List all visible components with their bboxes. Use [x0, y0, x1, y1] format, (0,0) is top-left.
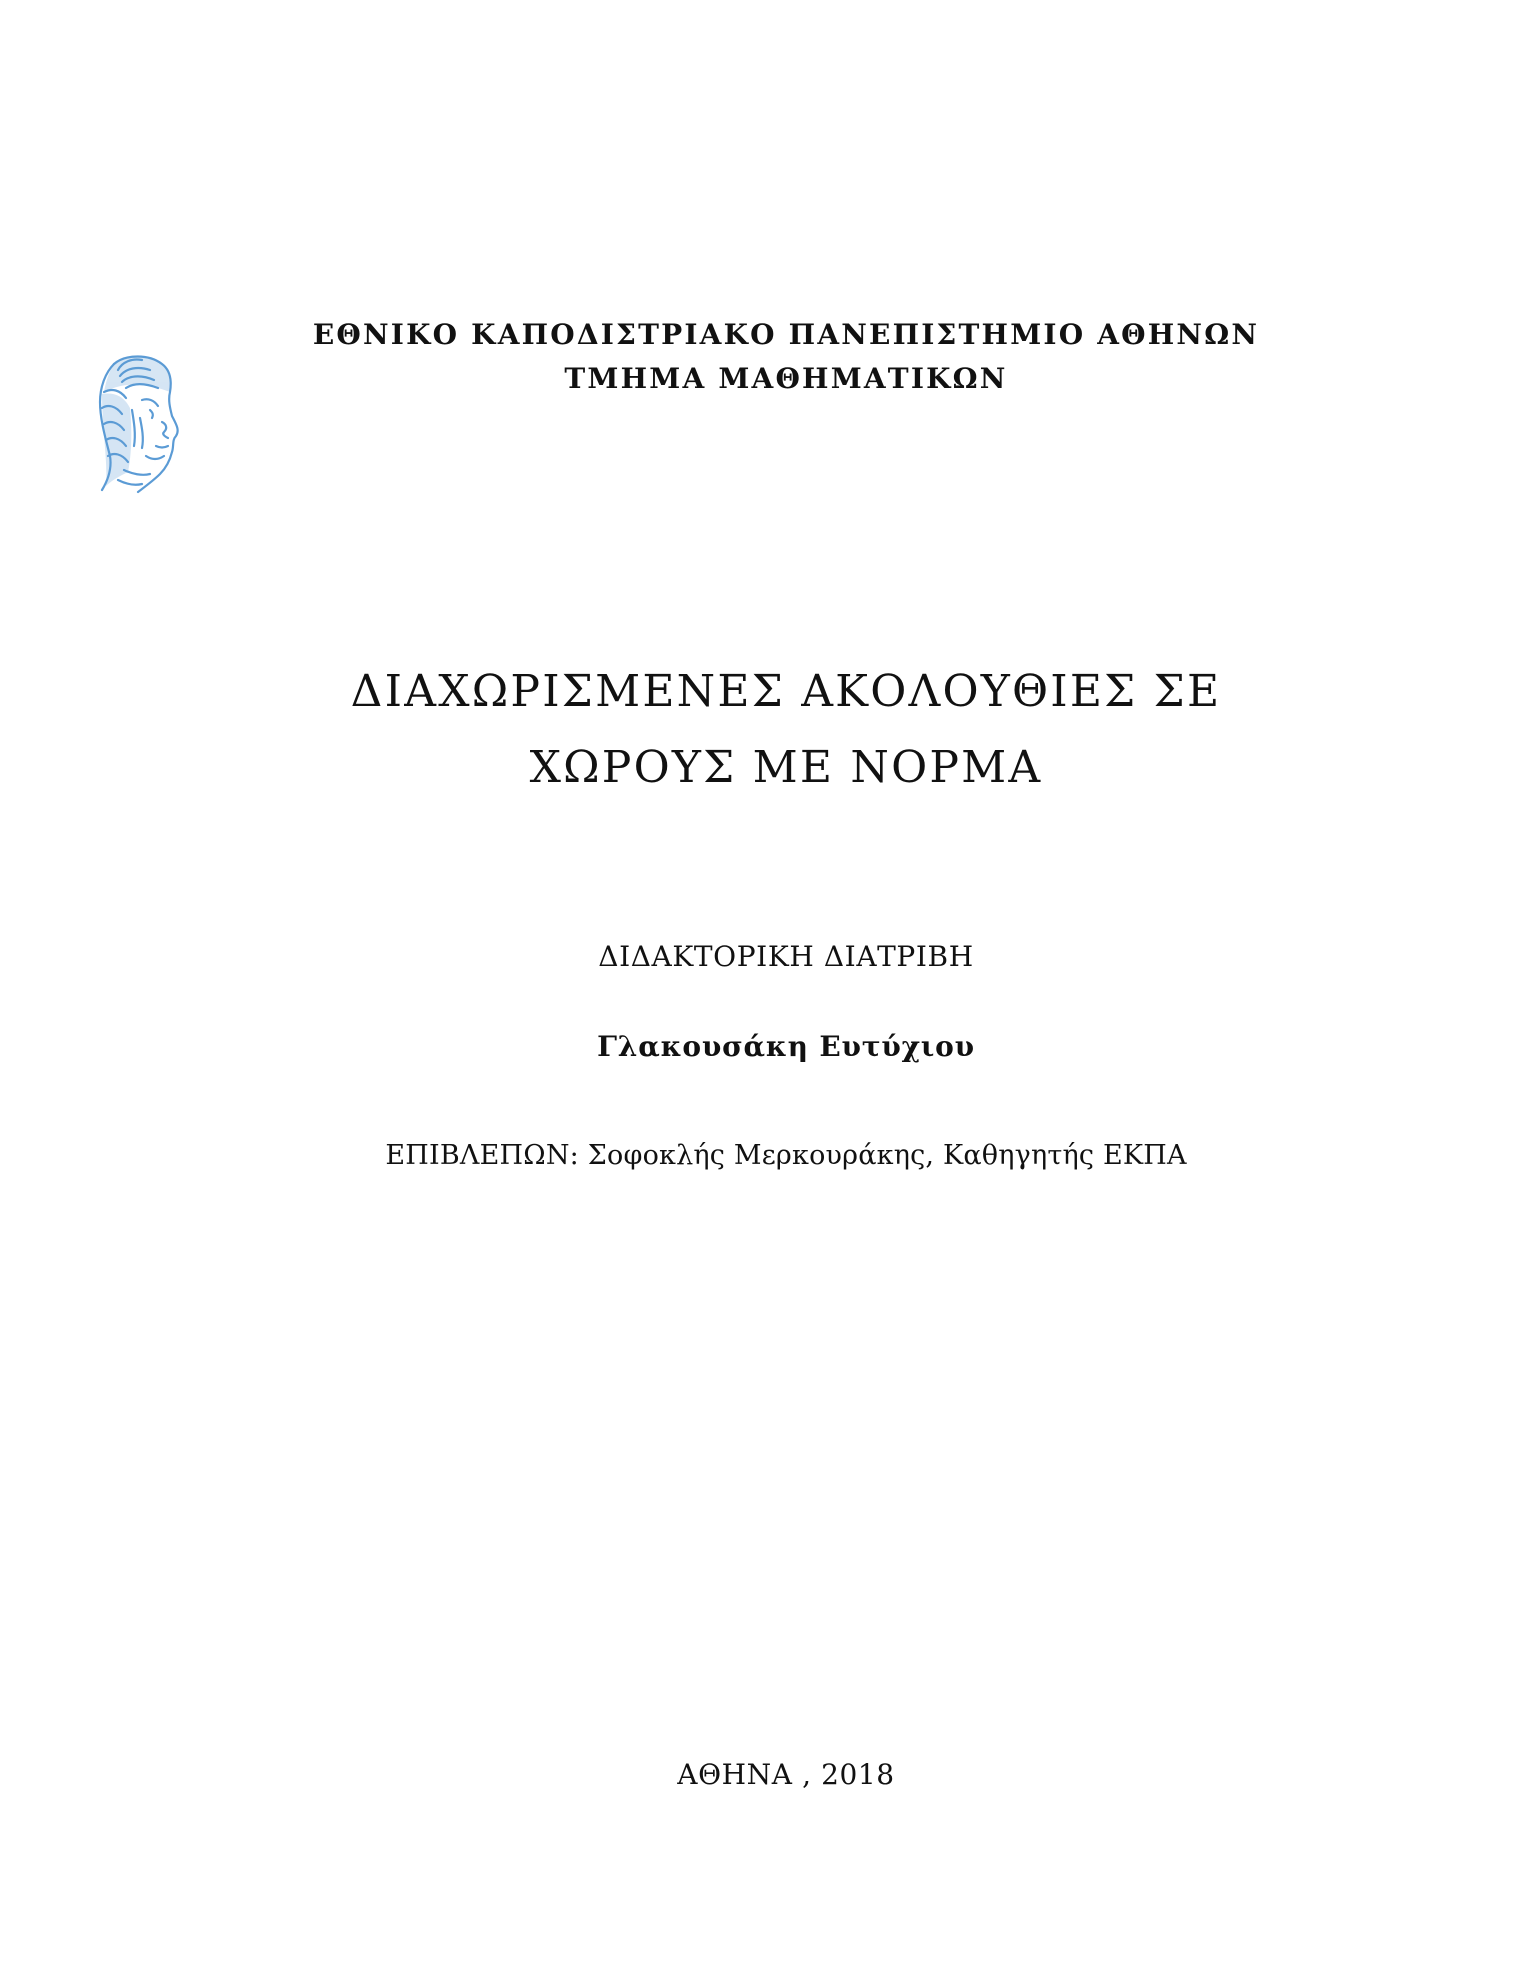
document-type: ΔΙΔΑΚΤΟΡΙΚΗ ΔΙΑΤΡΙΒΗ — [598, 940, 974, 973]
athena-head-logo-icon — [84, 352, 184, 500]
supervisor-line: ΕΠΙΒΛΕΠΩΝ: Σοφοκλής Μερκουράκης, Καθηγητής ΕΚΠΑ — [385, 1140, 1187, 1171]
thesis-title-line-1: ΔΙΑΧΩΡΙΣΜΕΝΕΣ ΑΚΟΛΟΥΘΙΕΣ ΣΕ — [350, 666, 1222, 717]
department-name: ΤΜΗΜΑ ΜΑΘΗΜΑΤΙΚΩΝ — [564, 362, 1008, 395]
thesis-title-line-2: ΧΩΡΟΥΣ ΜΕ ΝΟΡΜΑ — [529, 742, 1043, 793]
university-name: ΕΘΝΙΚΟ ΚΑΠΟΔΙΣΤΡΙΑΚΟ ΠΑΝΕΠΙΣΤΗΜΙΟ ΑΘΗΝΩΝ — [312, 318, 1260, 351]
place-year: ΑΘΗΝΑ , 2018 — [677, 1758, 895, 1791]
author-name: Γλακουσάκη Ευτύχιου — [597, 1030, 975, 1063]
